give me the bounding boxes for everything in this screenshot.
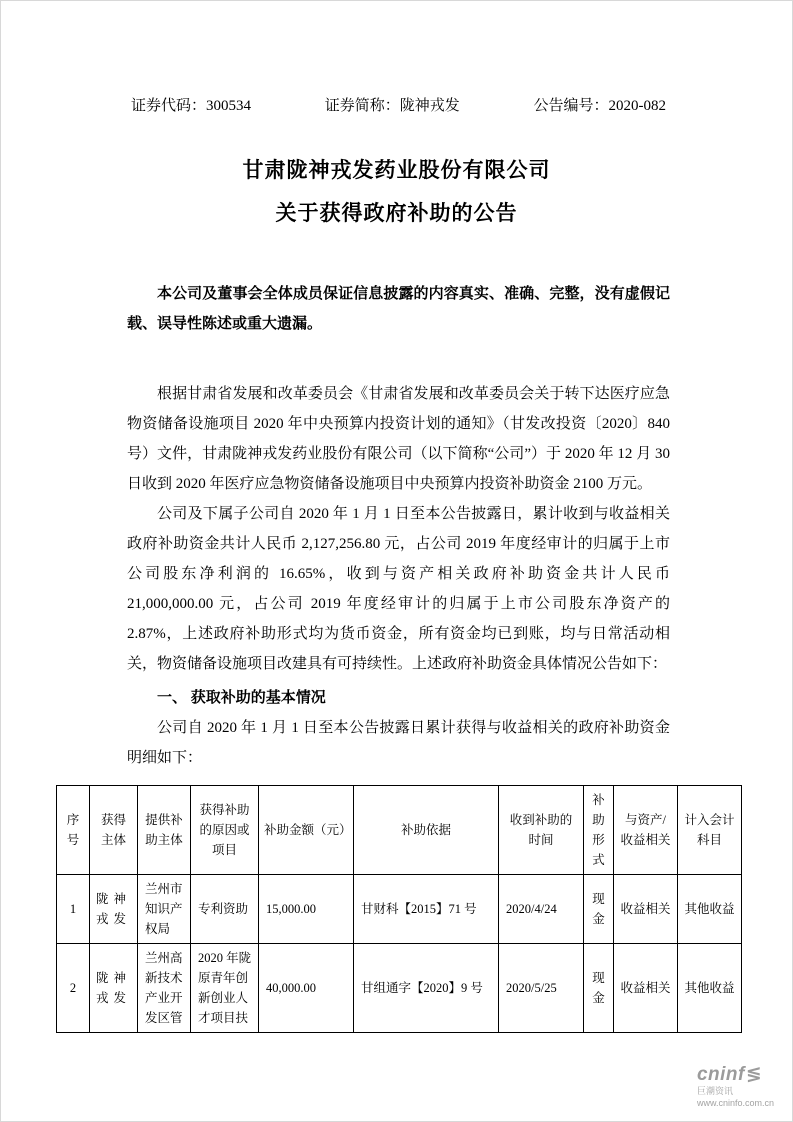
stock-code: 证券代码：300534 — [131, 98, 252, 114]
cninfo-brand-cn: 巨潮资讯 — [696, 1086, 733, 1096]
paragraph-basis: 根据甘肃省发展和改革委员会《甘肃省发展和改革委员会关于转下达医疗应急物资储备设施项目 2020 年中央预算内投资计划的通知》（甘发改投资〔2020〕840 号）文件，甘肃陇神戎发药业股份有限公司（以下简称“公司”）于 2020 年 12 月 30 日收到 2020 年医疗应急物资储备设施项目中央预算内投资补助资金 2100 万元。 — [127, 386, 670, 492]
cninfo-logo-glyph-icon: ≶ — [745, 1064, 763, 1085]
col-header-reason: 获得补助的原因或项目 — [191, 786, 259, 875]
cell-recipient: 陇神戎发 — [90, 944, 138, 1033]
cninfo-logo — [697, 1065, 774, 1085]
cell-form: 现金 — [584, 944, 614, 1033]
section-1-heading: 一、 获取补助的基本情况 — [157, 690, 326, 706]
cninfo-logo-text: cninf — [696, 1064, 745, 1085]
paragraph-summary: 公司及下属子公司自 2020 年 1 月 1 日至本公告披露日，累计收到与收益相关政府补助资金共计人民币 2,127,256.80 元，占公司 2019 年度经审计的归属于上市公司股东净利润的 16.65%，收到与资产相关政府补助资金共计人民币 21,000,000.00 元，占公司 2019 年度经审计的归属于上市公司股东净资产的 2.87%，上述政府补助形式均为货币资金，所有资金均已到账，均与日常活动相关，物资储备设施项目改建具有可持续性。上述政府补助资金具体情况公告如下： — [127, 506, 670, 672]
document-title — [1, 149, 792, 235]
cell-amount: 40,000.00 — [259, 944, 354, 1033]
paragraph-detail-intro: 公司自 2020 年 1 月 1 日至本公告披露日累计获得与收益相关的政府补助资金明细如下： — [127, 720, 670, 766]
cell-reason: 专利资助 — [191, 875, 259, 944]
col-header-recipient: 获得主体 — [90, 786, 138, 875]
col-header-amount: 补助金额（元） — [259, 786, 354, 875]
cell-seq: 2 — [57, 944, 90, 1033]
cell-account: 其他收益 — [678, 875, 742, 944]
title-line-subject: 关于获得政府补助的公告 — [275, 202, 518, 225]
subsidy-table — [56, 785, 742, 1033]
announcement-number: 公告编号：2020-082 — [533, 98, 666, 114]
cell-account: 其他收益 — [678, 944, 742, 1033]
cell-date: 2020/4/24 — [499, 875, 584, 944]
col-header-date: 收到补助的时间 — [499, 786, 584, 875]
cell-provider: 兰州高新技术产业开发区管 — [138, 944, 191, 1033]
cell-provider: 兰州市知识产权局 — [138, 875, 191, 944]
col-header-account: 计入会计科目 — [678, 786, 742, 875]
table-row — [57, 944, 742, 1033]
cell-form: 现金 — [584, 875, 614, 944]
cell-amount: 15,000.00 — [259, 875, 354, 944]
cell-relation: 收益相关 — [614, 944, 678, 1033]
cell-recipient: 陇神戎发 — [90, 875, 138, 944]
cninfo-url: www.cninfo.com.cn — [696, 1098, 774, 1108]
title-line-company: 甘肃陇神戎发药业股份有限公司 — [242, 159, 551, 182]
truthfulness-statement: 本公司及董事会全体成员保证信息披露的内容真实、准确、完整，没有虚假记载、误导性陈述或重大遗漏。 — [127, 286, 670, 332]
document-meta-header — [1, 1, 792, 115]
cninfo-watermark — [697, 1065, 774, 1109]
cell-basis: 甘组通字【2020】9 号 — [354, 944, 499, 1033]
document-body — [1, 279, 792, 773]
cell-relation: 收益相关 — [614, 875, 678, 944]
table-row — [57, 875, 742, 944]
col-header-provider: 提供补助主体 — [138, 786, 191, 875]
stock-name: 证券简称：陇神戎发 — [324, 98, 460, 114]
col-header-basis: 补助依据 — [354, 786, 499, 875]
col-header-relation: 与资产/收益相关 — [614, 786, 678, 875]
cell-date: 2020/5/25 — [499, 944, 584, 1033]
col-header-seq: 序号 — [57, 786, 90, 875]
cell-basis: 甘财科【2015】71 号 — [354, 875, 499, 944]
cell-reason: 2020 年陇原青年创新创业人才项目扶 — [191, 944, 259, 1033]
table-header-row — [57, 786, 742, 875]
cell-seq: 1 — [57, 875, 90, 944]
col-header-form: 补助形式 — [584, 786, 614, 875]
